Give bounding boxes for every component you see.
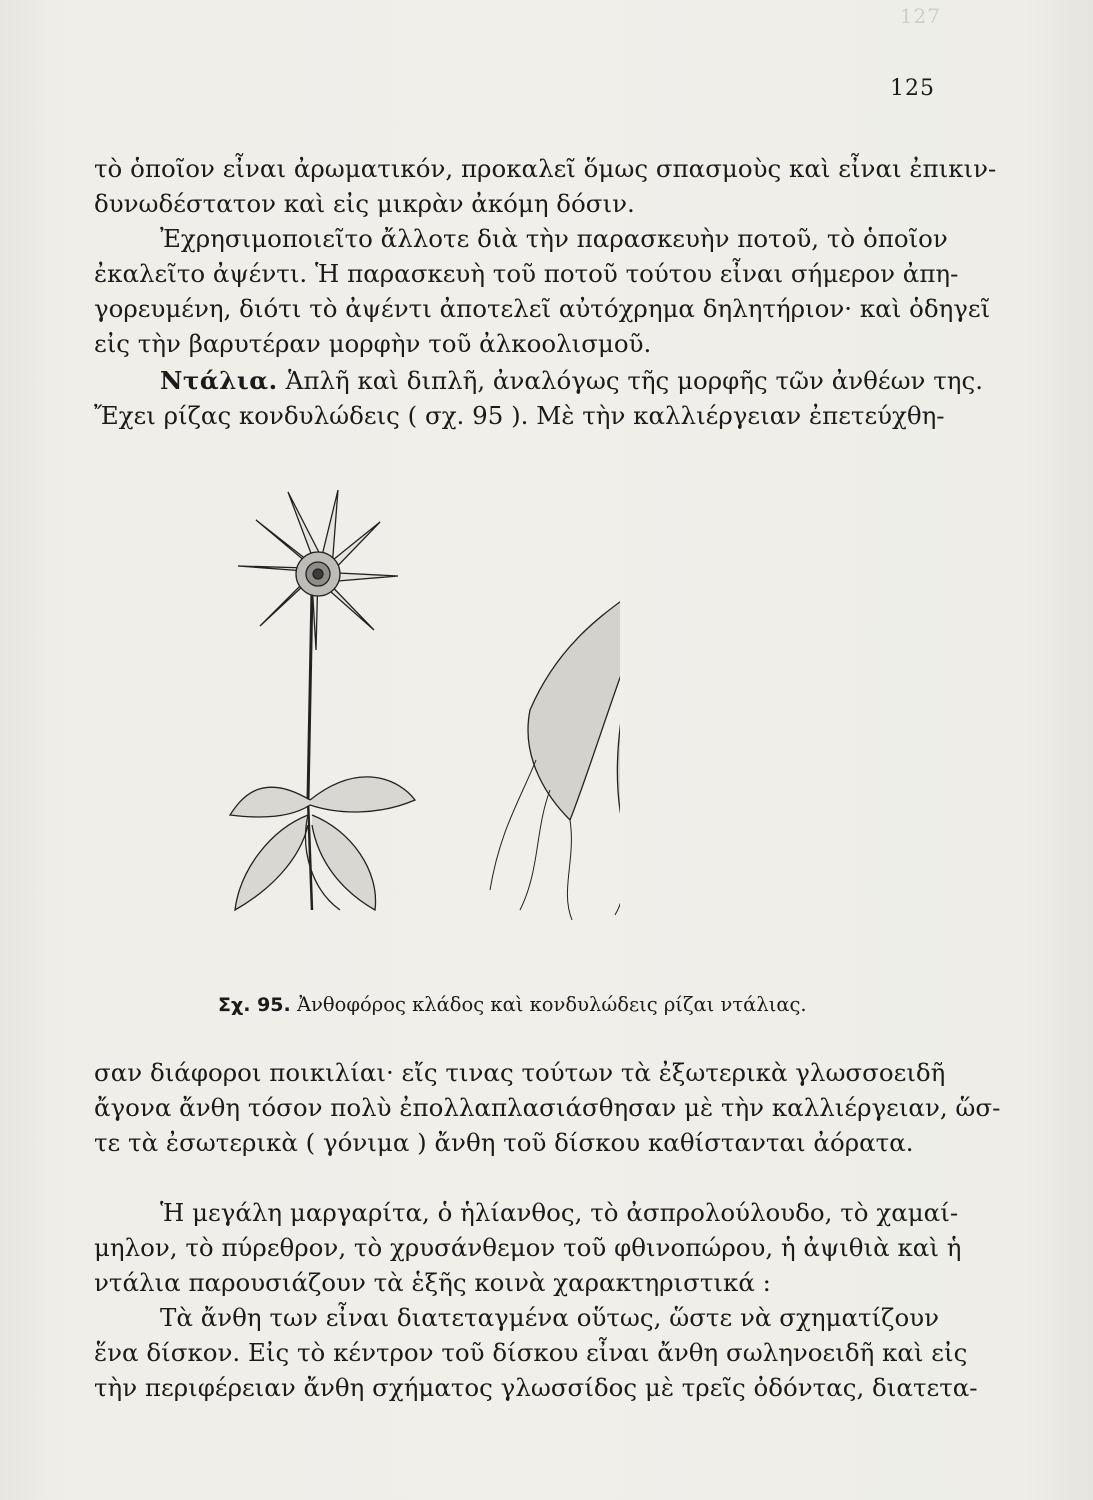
text-line: Ἐχρησιμοποιεῖτο ἄλλοτε διὰ τὴν παρασκευὴν ποτοῦ, τὸ ὁποῖον bbox=[160, 224, 948, 253]
dahlia-heading: Ντάλια. bbox=[160, 366, 278, 395]
text-line: Ἔχει ρίζας κονδυλώδεις ( σχ. 95 ). Μὲ τὴν καλλιέργειαν ἐπετεύχθη- bbox=[94, 401, 945, 430]
text-line: ἕνα δίσκον. Εἰς τὸ κέντρον τοῦ δίσκου εἶναι ἄνθη σωληνοειδῆ καὶ εἰς bbox=[94, 1338, 968, 1367]
dahlia-flowering-branch bbox=[230, 490, 415, 910]
text-line: Ἁπλῆ καὶ διπλῆ, ἀναλόγως τῆς μορφῆς τῶν ἀνθέων της. bbox=[285, 366, 983, 395]
text-line: τὸ ὁποῖον εἶναι ἀρωματικόν, προκαλεῖ ὅμως σπασμοὺς καὶ εἶναι ἐπικιν- bbox=[94, 154, 997, 183]
text-line: δυνωδέστατον καὶ εἰς μικρὰν ἀκόμη δόσιν. bbox=[94, 189, 635, 218]
text-line: μηλον, τὸ πύρεθρον, τὸ χρυσάνθεμον τοῦ φθινοπώρου, ἡ ἀψιθιὰ καὶ ἡ bbox=[94, 1233, 962, 1262]
page-number: 125 bbox=[890, 76, 935, 101]
text-line: γορευμένη, διότι τὸ ἀψέντι ἀποτελεῖ αὐτόχρημα δηλητήριον· καὶ ὁδηγεῖ bbox=[94, 294, 991, 323]
bleed-through-page-number: 127 bbox=[899, 4, 941, 28]
figure-caption bbox=[218, 993, 807, 1016]
text-line: ἄγονα ἄνθη τόσον πολὺ ἐπολλαπλασιάσθησαν μὲ τὴν καλλιέργειαν, ὥσ- bbox=[94, 1093, 1001, 1122]
text-line: ντάλια παρουσιάζουν τὰ ἑξῆς κοινὰ χαρακτηριστικά : bbox=[94, 1268, 771, 1297]
text-line: τὴν περιφέρειαν ἄνθη σχήματος γλωσσίδος μὲ τρεῖς ὀδόντας, διατετα- bbox=[94, 1373, 978, 1402]
text-line: Ἡ μεγάλη μαργαρίτα, ὁ ἡλίανθος, τὸ ἀσπρολούλουδο, τὸ χαμαί- bbox=[160, 1198, 959, 1227]
dahlia-illustration bbox=[200, 470, 620, 925]
text-line: τε τὰ ἐσωτερικὰ ( γόνιμα ) ἄνθη τοῦ δίσκου καθίστανται ἀόρατα. bbox=[94, 1128, 914, 1157]
dahlia-tuberous-roots bbox=[490, 508, 620, 920]
text-line: Τὰ ἄνθη των εἶναι διατεταγμένα οὕτως, ὥστε νὰ σχηματίζουν bbox=[160, 1303, 939, 1332]
figure-caption-label: Σχ. 95. bbox=[218, 994, 291, 1016]
text-line: σαν διάφοροι ποικιλίαι· εἴς τινας τούτων τὰ ἐξωτερικὰ γλωσσοειδῆ bbox=[94, 1058, 946, 1087]
text-line: ἐκαλεῖτο ἀψέντι. Ἡ παρασκευὴ τοῦ ποτοῦ τούτου εἶναι σήμερον ἀπη- bbox=[94, 259, 959, 288]
text-line: εἰς τὴν βαρυτέραν μορφὴν τοῦ ἀλκοολισμοῦ. bbox=[94, 329, 652, 358]
paragraph-dahlia-first-line bbox=[160, 364, 983, 398]
figure-caption-text: Ἀνθοφόρος κλάδος καὶ κονδυλώδεις ρίζαι ντάλιας. bbox=[296, 993, 807, 1016]
